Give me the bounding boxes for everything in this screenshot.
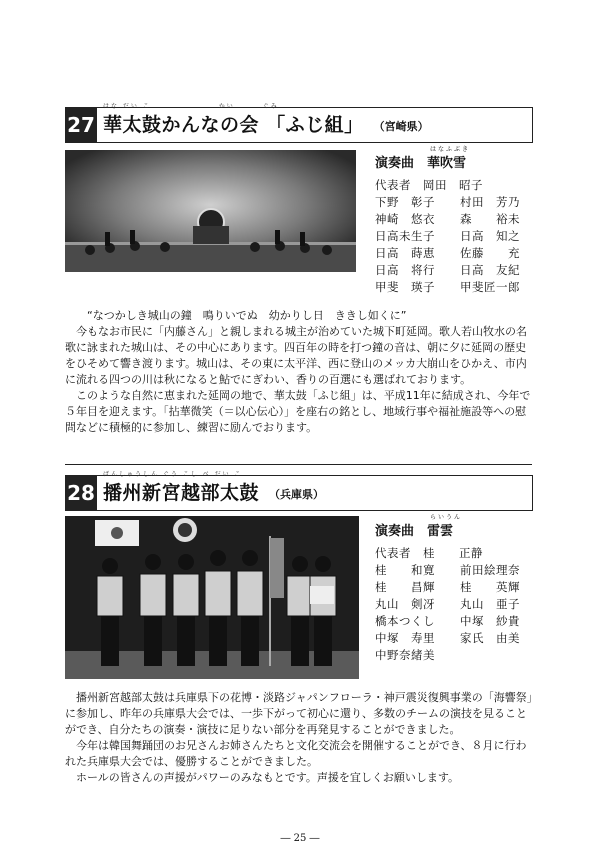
member-row: 丸山 剣冴 丸山 亜子	[375, 596, 520, 611]
section-rule	[65, 464, 532, 465]
section-header	[65, 471, 533, 511]
member-row: 日高 将行 日高 友紀	[375, 262, 520, 277]
member-row: 代表者 桂 正静	[375, 545, 483, 560]
paragraph: 今年は韓国舞踊団のお兄さんお姉さんたちと文化交流会を開催することができ、８月に行われた兵庫県大会では、優勝することができました。	[65, 739, 527, 768]
title-ruby: はな だい こ かい ぐみ	[103, 103, 279, 110]
member-row: 桂 昌輝 桂 英輝	[375, 579, 520, 594]
member-row: 桂 和寛 前田絵理奈	[375, 562, 520, 577]
piece-label: 演奏曲	[375, 156, 415, 171]
piece-title	[375, 146, 545, 176]
member-row: 甲斐 瑛子 甲斐匠一郎	[375, 279, 520, 294]
paragraph: “なつかしき城山の鐘 鳴りいでぬ 幼かりし日 ききし如くに”	[87, 309, 407, 322]
member-row: 日高未生子 日高 知之	[375, 228, 520, 243]
piece-label: 演奏曲	[375, 524, 415, 539]
section-description	[65, 690, 535, 786]
section-title	[103, 471, 260, 510]
paragraph: このような自然に恵まれた延岡の地で、華太鼓「ふじ組」は、平成11年に結成され、今年で５年目を迎えます。「拈華微笑（＝以心伝心）」を座右の銘とし、地域行事や福祉施設等への慰問などに積極的に参加し、練習に励んでおります。	[65, 389, 531, 434]
prefecture-label: （宮崎県）	[373, 120, 429, 133]
performance-info	[375, 514, 545, 663]
section-number: 27	[65, 108, 97, 142]
title-text: 華太鼓かんなの会 「ふじ組」	[103, 114, 364, 136]
member-row: 代表者 岡田 昭子	[375, 177, 483, 192]
member-row: 中野奈緒美	[375, 647, 435, 662]
paragraph: ホールの皆さんの声援がパワーのみなもとです。声援を宜しくお願いします。	[76, 771, 460, 784]
prefecture-label: （兵庫県）	[269, 488, 325, 501]
piece-name: 雷雲	[427, 524, 454, 539]
section-title	[103, 103, 364, 142]
member-row: 日高 蒔恵 佐藤 充	[375, 245, 520, 260]
piece-ruby: らいうん	[430, 514, 463, 521]
paragraph: 播州新宮越部太鼓は兵庫県下の花博・淡路ジャパンフローラ・神戸震災復興事業の「海響祭」に参加し、昨年の兵庫県大会では、一歩下がって初心に還り、多数のチームの演技を見ることができ、自分たちの演奏・演技に足りない部分を再発見することができました。	[65, 691, 533, 736]
title-text: 播州新宮越部太鼓	[103, 482, 260, 504]
paragraph: 今もなお市民に「内藤さん」と親しまれる城主が治めていた城下町延岡。歌人若山牧水の名歌に詠まれた城山は、その中心にあります。四百年の時を打つ鐘の音は、朝に夕に延岡の歴史をひそめて響き渡ります。城山は、その東に太平洋、西に登山のメッカ大崩山をひかえ、市内に流れる四つの川は秋になると鮎でにぎわい、香りの百選にも選ばれております。	[65, 325, 527, 386]
piece-name: 華吹雪	[427, 156, 467, 171]
member-row: 橋本つくし 中塚 紗貴	[375, 613, 520, 628]
page-number: ― 25 ―	[280, 833, 320, 844]
section-number: 28	[65, 476, 97, 510]
member-row: 中塚 寿里 家氏 由美	[375, 630, 520, 645]
section-header	[65, 103, 533, 143]
member-row: 神崎 悠衣 森 裕未	[375, 211, 520, 226]
piece-ruby: はなふぶき	[430, 146, 471, 153]
title-ruby: ばんしゅうしん ぐう こし べ だい こ	[103, 471, 243, 478]
team-photo	[65, 516, 359, 679]
performance-info	[375, 146, 545, 295]
member-row: 下野 彰子 村田 芳乃	[375, 194, 520, 209]
piece-title	[375, 514, 545, 544]
performance-photo	[65, 150, 356, 272]
section-description	[65, 308, 535, 436]
